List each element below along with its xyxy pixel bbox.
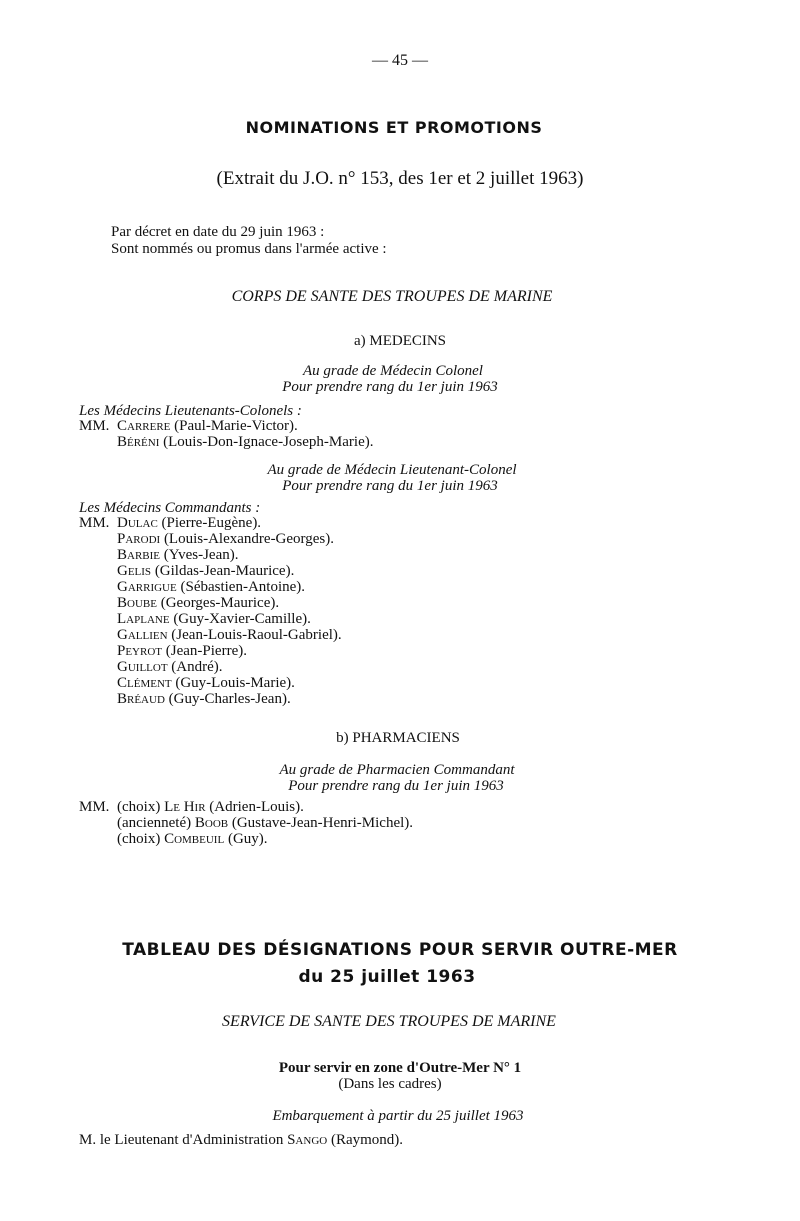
decree-line-2: Sont nommés ou promus dans l'armée active : [111,241,387,257]
final-given: (Raymond). [330,1132,404,1148]
name-entry [79,611,311,628]
name-given: (Guy). [224,831,268,847]
name-entry [79,815,413,832]
grade-colonel: Au grade de Médecin Colonel [303,363,483,379]
name-entry [79,563,294,580]
section-title-nominations: NOMINATIONS ET PROMOTIONS [245,118,543,137]
name-given: (Gustave-Jean-Henri-Michel). [228,815,414,831]
name-surname: Boube [117,595,157,611]
page-number: — 45 — [372,52,428,69]
from-colonel: Les Médecins Lieutenants-Colonels : [79,403,302,419]
name-surname: Peyrot [117,643,163,659]
name-given: (Jean-Louis-Raoul-Gabriel). [167,627,342,643]
zone-subheading: (Dans les cadres) [338,1076,442,1092]
name-entry [79,627,342,644]
final-prefix: M. le Lieutenant d'Administration [79,1132,284,1148]
name-given: (Yves-Jean). [160,547,239,563]
name-entry [79,659,223,676]
service-heading: SERVICE DE SANTE DES TROUPES DE MARINE [222,1013,556,1030]
tableau-date: du 25 juillet 1963 [298,967,476,987]
name-prefix: MM. [79,799,110,815]
name-entry [79,418,298,435]
name-entry [79,434,373,451]
name-entry [79,799,304,816]
rang-ltcolonel: Pour prendre rang du 1er juin 1963 [282,478,498,494]
name-entry [79,515,261,532]
name-given: (Georges-Maurice). [156,595,280,611]
medecins-heading: a) MEDECINS [353,333,447,349]
rang-colonel: Pour prendre rang du 1er juin 1963 [282,379,498,395]
name-given: (Adrien-Louis). [205,799,304,815]
zone-heading: Pour servir en zone d'Outre-Mer N° 1 [278,1060,522,1076]
name-given: (Guy-Xavier-Camille). [169,611,311,627]
name-entry [79,547,238,564]
name-surname: Carrere [117,418,171,434]
selection-mode: (choix) [117,799,165,815]
selection-mode: (choix) [117,831,165,847]
name-entry [79,831,268,848]
grade-pharmacien: Au grade de Pharmacien Commandant [279,762,515,778]
name-surname: Guillot [117,659,168,675]
name-entry [79,595,279,612]
name-surname: Gelis [117,563,152,579]
name-surname: Le Hir [164,799,206,815]
name-given: (Sébastien-Antoine). [176,579,306,595]
grade-ltcolonel: Au grade de Médecin Lieutenant-Colonel [267,462,517,478]
name-surname: Clément [117,675,172,691]
name-entry [79,643,247,660]
embarkation-line: Embarquement à partir du 25 juillet 1963 [272,1108,524,1124]
rang-pharmacien: Pour prendre rang du 1er juin 1963 [288,778,504,794]
name-entry [79,531,334,548]
name-entry [79,675,295,692]
name-given: (Louis-Don-Ignace-Joseph-Marie). [159,434,374,450]
name-entry [79,691,291,708]
name-surname: Combeuil [164,831,225,847]
name-given: (Paul-Marie-Victor). [170,418,298,434]
name-given: (Guy-Louis-Marie). [171,675,295,691]
final-assignment-line [79,1132,403,1149]
name-given: (Jean-Pierre). [162,643,247,659]
name-surname: Gallien [117,627,168,643]
section-title-tableau: TABLEAU DES DÉSIGNATIONS POUR SERVIR OUTRE-MER [122,940,678,960]
name-prefix: MM. [79,418,110,434]
name-given: (Pierre-Eugène). [157,515,262,531]
decree-line-1: Par décret en date du 29 juin 1963 : [111,224,325,240]
name-surname: Béréni [117,434,160,450]
name-prefix: MM. [79,515,110,531]
name-given: (Louis-Alexandre-Georges). [160,531,335,547]
from-ltcolonel: Les Médecins Commandants : [79,500,261,516]
name-surname: Parodi [117,531,161,547]
name-given: (Guy-Charles-Jean). [164,691,291,707]
name-surname: Garrigue [117,579,177,595]
selection-mode: (ancienneté) [117,815,195,831]
name-surname: Dulac [117,515,158,531]
extract-line: (Extrait du J.O. n° 153, des 1er et 2 juillet 1963) [216,168,584,189]
final-surname: Sango [287,1132,328,1148]
corps-heading: CORPS DE SANTE DES TROUPES DE MARINE [231,288,553,305]
name-given: (Gildas-Jean-Maurice). [151,563,295,579]
name-surname: Boob [194,815,229,831]
pharmaciens-heading: b) PHARMACIENS [336,730,460,746]
name-surname: Bréaud [117,691,165,707]
name-entry [79,579,305,596]
name-given: (André). [167,659,223,675]
name-surname: Barbie [117,547,161,563]
name-surname: Laplane [117,611,170,627]
